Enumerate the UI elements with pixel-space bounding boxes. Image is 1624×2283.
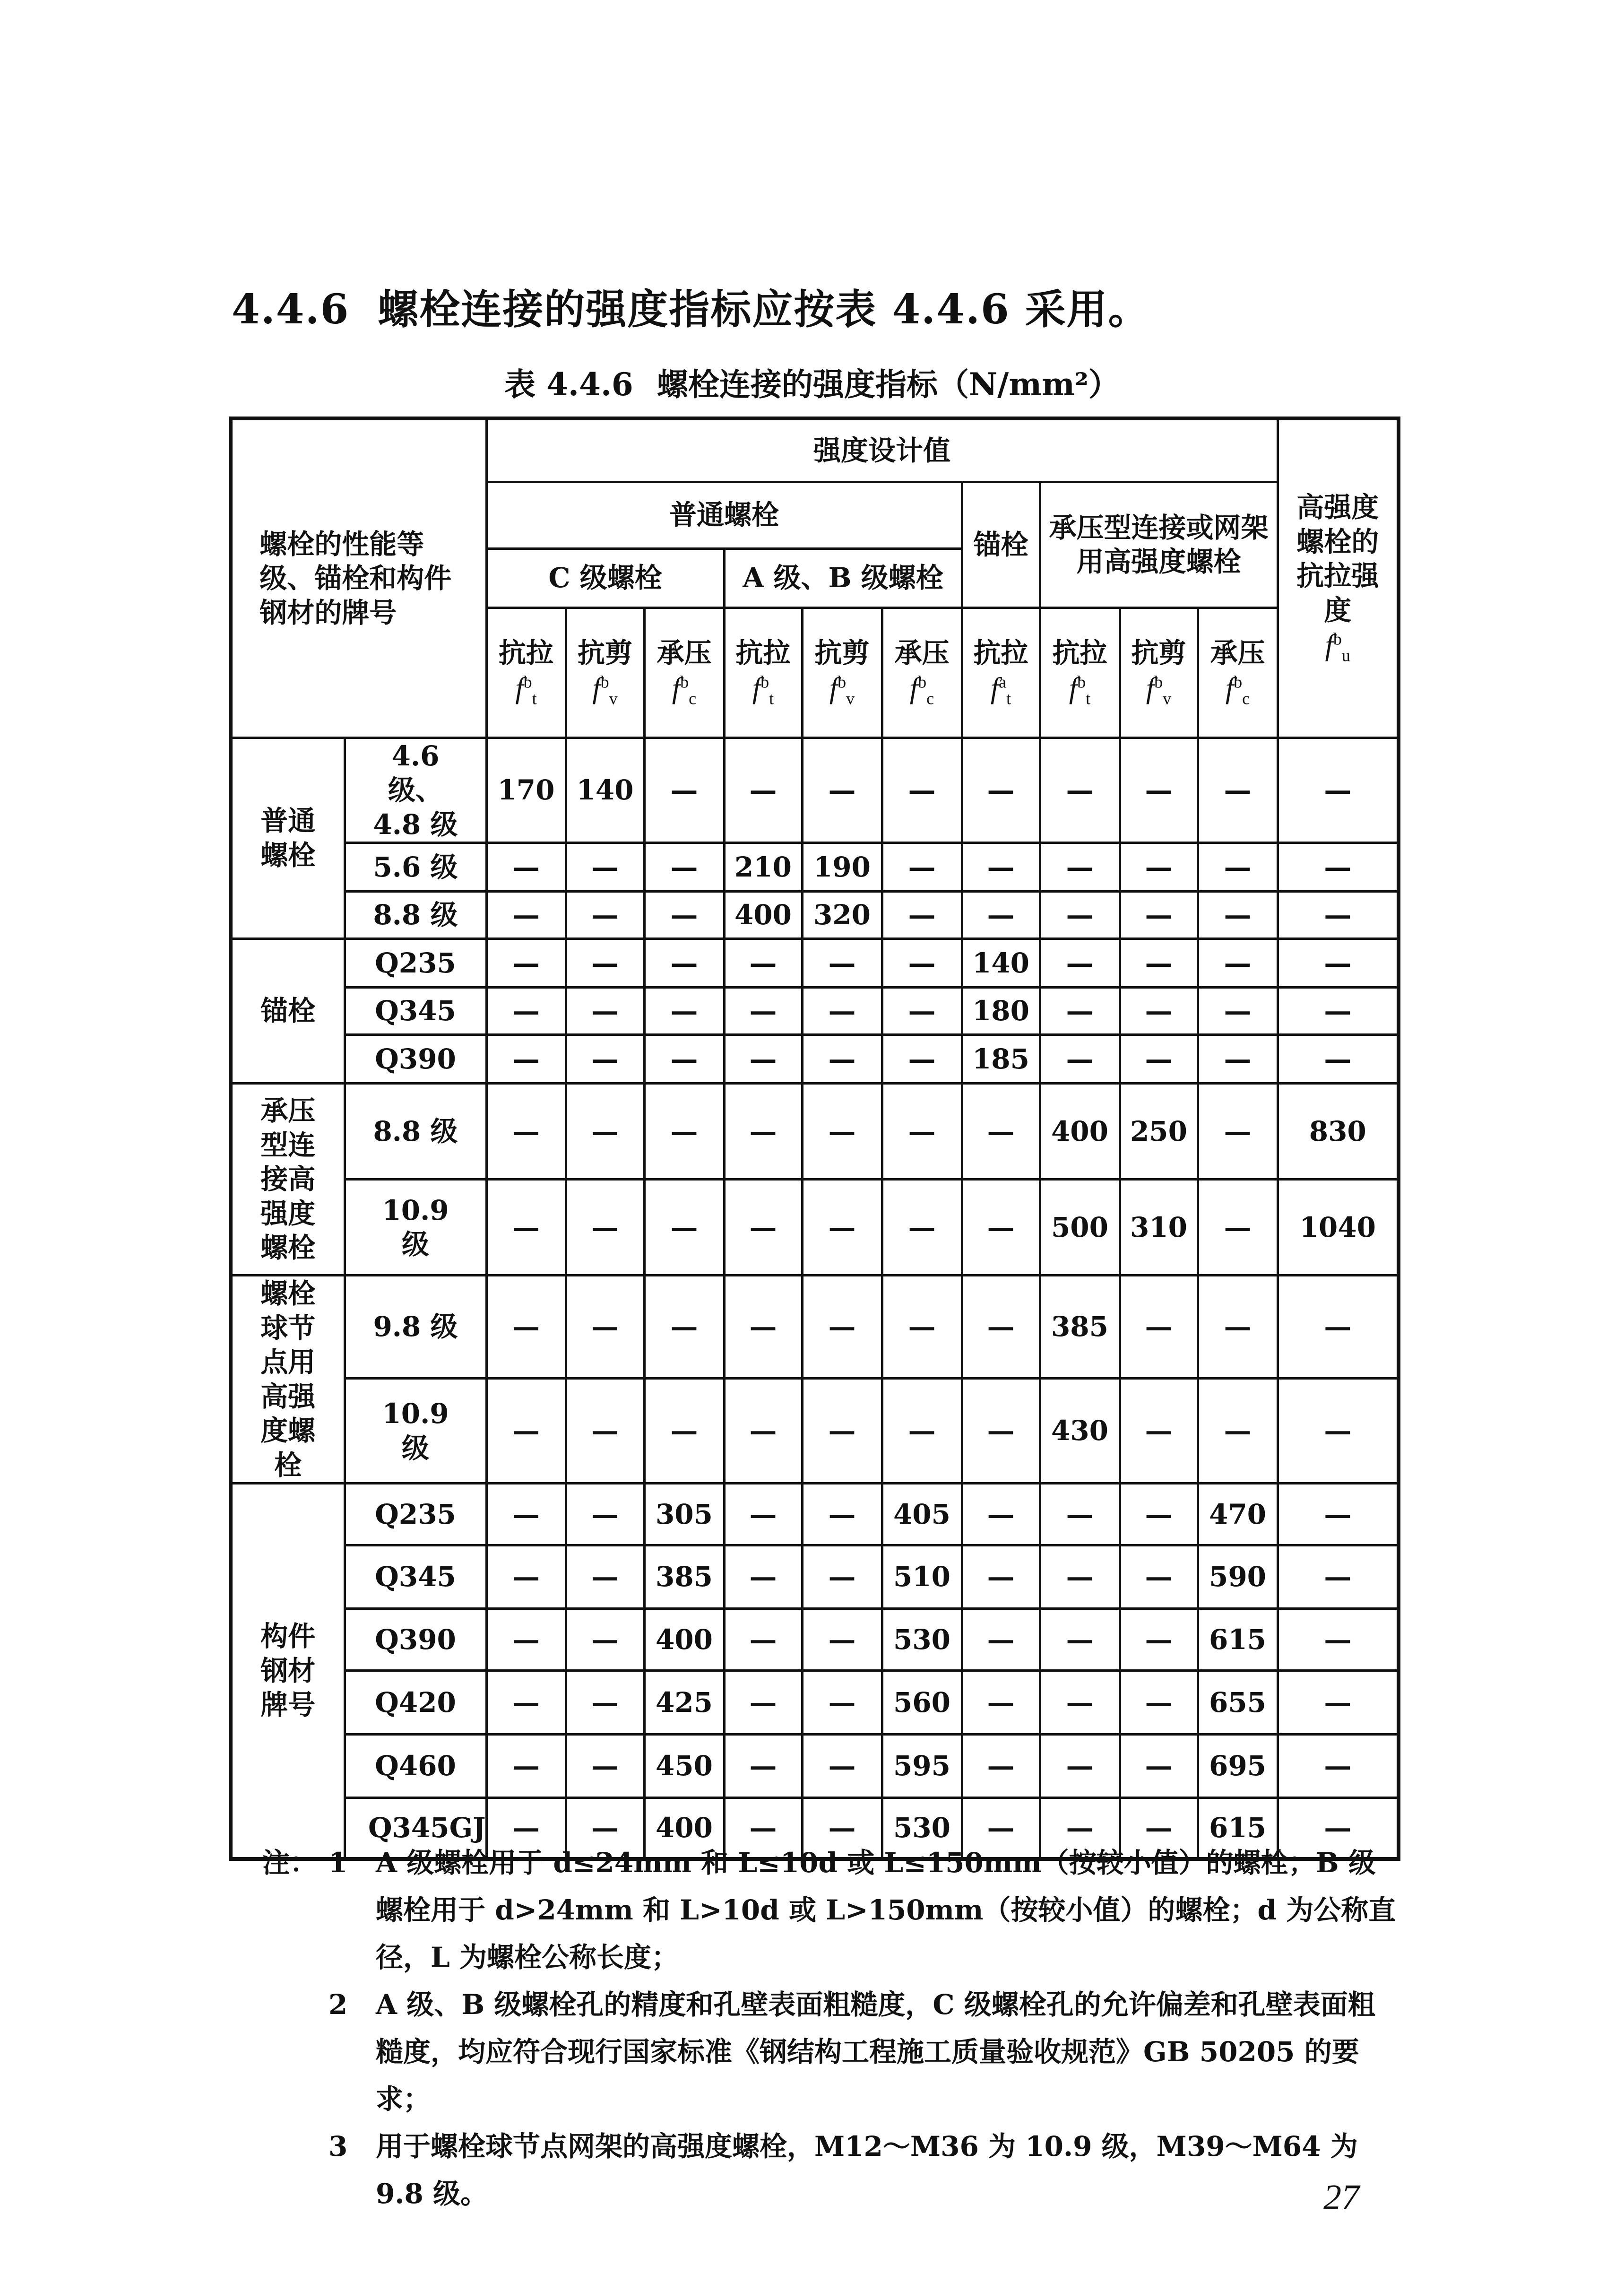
note-number: 1: [328, 1847, 348, 1879]
value-cell: —: [566, 1035, 644, 1084]
value-cell: 510: [882, 1545, 962, 1609]
notes-lead: 注：: [262, 1847, 318, 1879]
value-cell: —: [566, 1671, 644, 1735]
value-cell: —: [1278, 1798, 1399, 1859]
value-cell: 595: [882, 1735, 962, 1798]
value-cell: 695: [1198, 1735, 1278, 1798]
grade-cell: Q345: [345, 988, 486, 1035]
value-cell: 170: [486, 738, 566, 843]
value-cell: 470: [1198, 1484, 1278, 1545]
table-row: [231, 1379, 1399, 1484]
value-cell: —: [644, 1084, 724, 1180]
value-cell: —: [724, 1545, 802, 1609]
column-header: 抗拉 $f^b_t$: [1040, 608, 1120, 738]
value-cell: —: [1278, 1609, 1399, 1671]
value-cell: —: [1120, 1798, 1198, 1859]
table-row: [231, 1671, 1399, 1735]
value-cell: —: [1040, 738, 1120, 843]
value-cell: —: [486, 1545, 566, 1609]
table-row: [231, 988, 1399, 1035]
value-cell: —: [962, 738, 1040, 843]
value-cell: —: [1198, 1276, 1278, 1379]
value-cell: 560: [882, 1671, 962, 1735]
table-notes: [262, 1839, 1397, 2217]
value-cell: —: [882, 1180, 962, 1276]
symbol: $f^b_t$: [752, 672, 774, 708]
value-cell: —: [962, 1671, 1040, 1735]
value-cell: —: [802, 1379, 882, 1484]
grade-cell: Q460: [345, 1735, 486, 1798]
note-text: A 级螺栓用于 d≤24mm 和 L≤10d 或 L≤150mm（按较小值）的螺栓；B 级螺栓用于 d>24mm 和 L>10d 或 L>150mm（按较小值）的螺栓；d 为公称直径，L 为螺栓公称长度；: [376, 1847, 1396, 1973]
value-cell: —: [1120, 1735, 1198, 1798]
table-row: [231, 1180, 1399, 1276]
value-cell: —: [1040, 988, 1120, 1035]
value-cell: —: [724, 1035, 802, 1084]
value-cell: —: [962, 1735, 1040, 1798]
value-cell: 615: [1198, 1609, 1278, 1671]
value-cell: —: [802, 1180, 882, 1276]
value-cell: 210: [724, 843, 802, 892]
value-cell: —: [724, 1484, 802, 1545]
value-cell: —: [1120, 1609, 1198, 1671]
value-cell: —: [1278, 1379, 1399, 1484]
value-cell: —: [486, 1276, 566, 1379]
value-cell: —: [1198, 988, 1278, 1035]
value-cell: —: [1198, 1084, 1278, 1180]
table-row: [231, 1276, 1399, 1379]
table-row: [231, 1084, 1399, 1180]
value-cell: 400: [644, 1798, 724, 1859]
value-cell: —: [1198, 1035, 1278, 1084]
column-header: 抗拉 $f^a_t$: [962, 608, 1040, 738]
group-label: 螺栓球节点用高强度螺栓: [231, 1276, 345, 1484]
value-cell: —: [724, 939, 802, 988]
page-number: 27: [1323, 2178, 1359, 2217]
value-cell: —: [802, 1671, 882, 1735]
value-cell: 180: [962, 988, 1040, 1035]
value-cell: —: [1278, 939, 1399, 988]
value-cell: —: [1198, 1379, 1278, 1484]
hs-symbol: $f^b_u$: [1325, 629, 1350, 665]
value-cell: —: [566, 1180, 644, 1276]
value-cell: —: [802, 988, 882, 1035]
value-cell: 615: [1198, 1798, 1278, 1859]
value-cell: 250: [1120, 1084, 1198, 1180]
value-cell: —: [1040, 892, 1120, 939]
grade-cell: 8.8 级: [345, 892, 486, 939]
symbol: $f^b_v$: [592, 672, 618, 708]
value-cell: —: [1040, 1545, 1120, 1609]
value-cell: —: [566, 1735, 644, 1798]
symbol: $f^b_v$: [829, 672, 855, 708]
hs-tensile-header: 高强度螺栓的抗拉强度 $f^b_u$: [1278, 418, 1399, 738]
value-cell: —: [1278, 1484, 1399, 1545]
value-cell: —: [1198, 1180, 1278, 1276]
value-cell: 1040: [1278, 1180, 1399, 1276]
value-cell: —: [1198, 892, 1278, 939]
table-row: [231, 738, 1399, 843]
note-item: [262, 1981, 1397, 2123]
value-cell: —: [644, 988, 724, 1035]
value-cell: —: [962, 1276, 1040, 1379]
column-header: 承压 $f^b_c$: [1198, 608, 1278, 738]
group-label: 锚栓: [231, 939, 345, 1084]
symbol: $f^b_c$: [672, 672, 697, 708]
group-label: 构件钢材牌号: [231, 1484, 345, 1859]
value-cell: —: [1040, 1735, 1120, 1798]
value-cell: —: [1120, 1484, 1198, 1545]
table-row: [231, 843, 1399, 892]
value-cell: —: [1278, 1735, 1399, 1798]
value-cell: —: [962, 843, 1040, 892]
value-cell: —: [882, 738, 962, 843]
column-header: 承压 $f^b_c$: [882, 608, 962, 738]
value-cell: —: [644, 843, 724, 892]
value-cell: —: [566, 1798, 644, 1859]
row-label-header: 螺栓的性能等级、锚栓和构件钢材的牌号: [231, 418, 486, 738]
grade-cell: Q420: [345, 1671, 486, 1735]
ordinary-bolt-header: 普通螺栓: [486, 482, 962, 548]
value-cell: —: [724, 1798, 802, 1859]
grade-cell: 10.9 级: [345, 1180, 486, 1276]
value-cell: —: [802, 1035, 882, 1084]
note-text: A 级、B 级螺栓孔的精度和孔壁表面粗糙度，C 级螺栓孔的允许偏差和孔壁表面粗糙度，均应符合现行国家标准《钢结构工程施工质量验收规范》GB 50205 的要求；: [376, 1988, 1375, 2115]
value-cell: —: [962, 1484, 1040, 1545]
symbol: $f^b_c$: [1225, 672, 1250, 708]
value-cell: —: [1120, 738, 1198, 843]
value-cell: 385: [1040, 1276, 1120, 1379]
value-cell: —: [644, 892, 724, 939]
value-cell: —: [882, 892, 962, 939]
value-cell: 305: [644, 1484, 724, 1545]
value-cell: —: [802, 1276, 882, 1379]
column-header: 抗剪 $f^b_v$: [566, 608, 644, 738]
value-cell: —: [802, 939, 882, 988]
value-cell: 140: [566, 738, 644, 843]
grade-cell: 9.8 级: [345, 1276, 486, 1379]
grade-cell: Q390: [345, 1609, 486, 1671]
grade-cell: 10.9 级: [345, 1379, 486, 1484]
bearing-hs-bolt-header: 承压型连接或网架用高强度螺栓: [1040, 482, 1278, 608]
value-cell: —: [486, 1035, 566, 1084]
table-caption: [0, 359, 1624, 404]
value-cell: —: [486, 1798, 566, 1859]
value-cell: —: [802, 1798, 882, 1859]
value-cell: —: [566, 1545, 644, 1609]
value-cell: —: [1278, 738, 1399, 843]
value-cell: —: [1278, 892, 1399, 939]
value-cell: —: [962, 1545, 1040, 1609]
table-row: [231, 892, 1399, 939]
value-cell: —: [724, 988, 802, 1035]
group-label: 承压型连接高强度螺栓: [231, 1084, 345, 1276]
note-item: [262, 2123, 1397, 2217]
value-cell: —: [566, 939, 644, 988]
value-cell: —: [1040, 1609, 1120, 1671]
value-cell: —: [724, 1609, 802, 1671]
value-cell: 385: [644, 1545, 724, 1609]
value-cell: —: [566, 1379, 644, 1484]
value-cell: —: [566, 1084, 644, 1180]
value-cell: —: [644, 939, 724, 988]
caption-number: 表 4.4.6: [504, 366, 633, 403]
value-cell: 400: [644, 1609, 724, 1671]
value-cell: —: [1120, 988, 1198, 1035]
symbol: $f^b_v$: [1146, 672, 1172, 708]
value-cell: —: [1120, 892, 1198, 939]
column-header: 抗剪 $f^b_v$: [802, 608, 882, 738]
value-cell: —: [1040, 843, 1120, 892]
ab-grade-header: A 级、B 级螺栓: [724, 548, 962, 608]
column-header: 抗拉 $f^b_t$: [486, 608, 566, 738]
value-cell: —: [882, 1379, 962, 1484]
value-cell: 590: [1198, 1545, 1278, 1609]
value-cell: 430: [1040, 1379, 1120, 1484]
grade-cell: Q345: [345, 1545, 486, 1609]
value-cell: —: [486, 843, 566, 892]
value-cell: —: [1120, 1671, 1198, 1735]
section-number: 4.4.6: [232, 286, 350, 333]
value-cell: —: [1198, 738, 1278, 843]
value-cell: —: [882, 1035, 962, 1084]
value-cell: —: [724, 1276, 802, 1379]
section-text: 螺栓连接的强度指标应按表 4.4.6 采用。: [378, 286, 1150, 333]
value-cell: —: [566, 843, 644, 892]
value-cell: —: [1040, 939, 1120, 988]
value-cell: 500: [1040, 1180, 1120, 1276]
symbol: $f^b_t$: [515, 672, 537, 708]
value-cell: —: [962, 1798, 1040, 1859]
value-cell: —: [1278, 1276, 1399, 1379]
table-row: [231, 939, 1399, 988]
value-cell: 530: [882, 1798, 962, 1859]
value-cell: —: [566, 892, 644, 939]
value-cell: —: [962, 1609, 1040, 1671]
value-cell: 310: [1120, 1180, 1198, 1276]
table-row: [231, 1545, 1399, 1609]
anchor-bolt-header: 锚栓: [962, 482, 1040, 608]
caption-text: 螺栓连接的强度指标（N/mm²）: [657, 366, 1120, 403]
grade-cell: 4.6 级、4.8 级: [345, 738, 486, 843]
value-cell: —: [486, 1484, 566, 1545]
value-cell: —: [644, 1276, 724, 1379]
note-number: 3: [328, 2130, 348, 2162]
group-label: 普通螺栓: [231, 738, 345, 939]
column-header: 抗拉 $f^b_t$: [724, 608, 802, 738]
grade-cell: 5.6 级: [345, 843, 486, 892]
value-cell: —: [1040, 1484, 1120, 1545]
table-row: [231, 1035, 1399, 1084]
value-cell: —: [1198, 939, 1278, 988]
grade-cell: Q235: [345, 1484, 486, 1545]
value-cell: 185: [962, 1035, 1040, 1084]
value-cell: 400: [724, 892, 802, 939]
value-cell: —: [882, 939, 962, 988]
value-cell: —: [1120, 1035, 1198, 1084]
value-cell: 425: [644, 1671, 724, 1735]
symbol: $f^b_t$: [1069, 672, 1091, 708]
value-cell: —: [644, 1379, 724, 1484]
value-cell: —: [724, 738, 802, 843]
note-text: 用于螺栓球节点网架的高强度螺栓，M12～M36 为 10.9 级，M39～M64 为 9.8 级。: [376, 2130, 1358, 2210]
value-cell: —: [724, 1671, 802, 1735]
value-cell: —: [962, 892, 1040, 939]
value-cell: —: [566, 1609, 644, 1671]
value-cell: —: [724, 1180, 802, 1276]
value-cell: —: [724, 1735, 802, 1798]
value-cell: 140: [962, 939, 1040, 988]
column-header: 抗剪 $f^b_v$: [1120, 608, 1198, 738]
symbol: $f^b_c$: [909, 672, 934, 708]
value-cell: —: [566, 1484, 644, 1545]
table-row: [231, 1484, 1399, 1545]
value-cell: 405: [882, 1484, 962, 1545]
symbol: $f^a_t$: [990, 672, 1011, 708]
grade-cell: 8.8 级: [345, 1084, 486, 1180]
value-cell: —: [962, 1379, 1040, 1484]
value-cell: —: [1278, 843, 1399, 892]
value-cell: 530: [882, 1609, 962, 1671]
note-item: [262, 1839, 1397, 1981]
value-cell: —: [566, 1276, 644, 1379]
value-cell: —: [566, 988, 644, 1035]
c-grade-header: C 级螺栓: [486, 548, 724, 608]
value-cell: —: [1120, 1379, 1198, 1484]
value-cell: —: [1120, 939, 1198, 988]
value-cell: —: [486, 1084, 566, 1180]
value-cell: 655: [1198, 1671, 1278, 1735]
value-cell: —: [802, 1084, 882, 1180]
value-cell: —: [1278, 1545, 1399, 1609]
column-header: 承压 $f^b_c$: [644, 608, 724, 738]
value-cell: —: [802, 738, 882, 843]
table-row: [231, 1609, 1399, 1671]
value-cell: —: [486, 988, 566, 1035]
value-cell: —: [644, 738, 724, 843]
grade-cell: Q390: [345, 1035, 486, 1084]
value-cell: —: [724, 1084, 802, 1180]
value-cell: 400: [1040, 1084, 1120, 1180]
value-cell: —: [962, 1084, 1040, 1180]
note-number: 2: [328, 1988, 348, 2021]
value-cell: —: [486, 892, 566, 939]
table-row: [231, 1735, 1399, 1798]
value-cell: —: [1278, 1035, 1399, 1084]
value-cell: —: [486, 1671, 566, 1735]
grade-cell: Q345GJ: [345, 1798, 486, 1859]
value-cell: —: [882, 843, 962, 892]
value-cell: —: [882, 1084, 962, 1180]
value-cell: —: [882, 1276, 962, 1379]
value-cell: —: [486, 939, 566, 988]
value-cell: —: [802, 1545, 882, 1609]
value-cell: —: [1040, 1035, 1120, 1084]
value-cell: 320: [802, 892, 882, 939]
value-cell: —: [644, 1180, 724, 1276]
value-cell: —: [802, 1484, 882, 1545]
grade-cell: Q235: [345, 939, 486, 988]
value-cell: —: [644, 1035, 724, 1084]
value-cell: —: [486, 1180, 566, 1276]
value-cell: 450: [644, 1735, 724, 1798]
value-cell: —: [962, 1180, 1040, 1276]
value-cell: —: [486, 1379, 566, 1484]
value-cell: —: [802, 1735, 882, 1798]
value-cell: 830: [1278, 1084, 1399, 1180]
value-cell: 190: [802, 843, 882, 892]
value-cell: —: [882, 988, 962, 1035]
value-cell: —: [1120, 1545, 1198, 1609]
value-cell: —: [486, 1735, 566, 1798]
bolt-strength-table: [229, 417, 1400, 1861]
value-cell: —: [802, 1609, 882, 1671]
section-heading: [232, 277, 1150, 335]
value-cell: —: [1198, 843, 1278, 892]
value-cell: —: [1278, 1671, 1399, 1735]
value-cell: —: [1120, 843, 1198, 892]
value-cell: —: [1040, 1671, 1120, 1735]
design-value-header: 强度设计值: [486, 418, 1278, 482]
value-cell: —: [724, 1379, 802, 1484]
value-cell: —: [1278, 988, 1399, 1035]
value-cell: —: [486, 1609, 566, 1671]
value-cell: —: [1040, 1798, 1120, 1859]
value-cell: —: [1120, 1276, 1198, 1379]
